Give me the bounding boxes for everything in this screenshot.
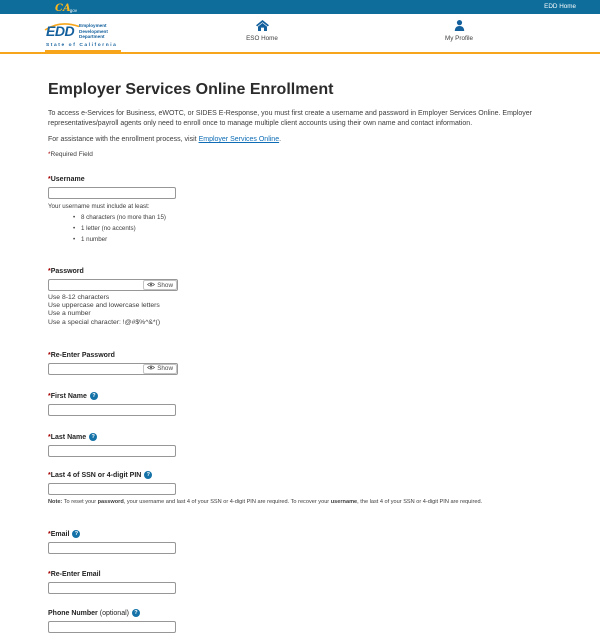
assistance-suffix: . xyxy=(279,136,282,143)
username-field xyxy=(48,175,555,243)
edd-logo[interactable] xyxy=(45,18,121,51)
username-label xyxy=(48,175,555,184)
assistance-prefix: For assistance with the enrollment process, visit xyxy=(48,136,199,143)
password-show-label: Show xyxy=(157,281,173,289)
site-header xyxy=(0,14,600,54)
ssn-pin-note xyxy=(48,499,555,506)
first-name-field xyxy=(48,392,555,416)
username-rules-intro: Your username must include at least: xyxy=(48,203,150,210)
reenter-password-input-group xyxy=(48,363,178,375)
required-field-note xyxy=(48,151,555,158)
reenter-password-field xyxy=(48,351,555,375)
phone-label xyxy=(48,609,555,618)
edd-logo-acronym: EDD xyxy=(46,23,75,39)
ssn-pin-input[interactable] xyxy=(48,483,176,495)
password-rule: Use a special character: !@#$%^&*() xyxy=(48,318,161,326)
edd-home-link[interactable]: EDD Home xyxy=(544,3,576,10)
nav-my-profile[interactable] xyxy=(424,20,494,42)
ssn-pin-label xyxy=(48,471,555,480)
reenter-password-label xyxy=(48,351,555,360)
reenter-password-show-button[interactable] xyxy=(143,364,177,374)
note-label: Note: xyxy=(48,498,63,505)
last-name-input[interactable] xyxy=(48,445,176,457)
assistance-text xyxy=(48,136,555,143)
last-name-label-text: Last Name xyxy=(50,433,87,441)
password-rule: Use a number xyxy=(48,310,91,318)
ssn-pin-label-text: Last 4 of SSN or 4-digit PIN xyxy=(50,471,142,479)
note-bold-username: username xyxy=(330,498,358,505)
phone-help-icon[interactable]: ? xyxy=(132,609,140,617)
phone-field xyxy=(48,609,555,633)
intro-text: To access e-Services for Business, eWOTC, or SIDES E-Response, you must first create a username and password in Employer Services Online. Employer representatives/payroll agents only need to enroll once to manage multiple client accounts using their own name and contact information. xyxy=(48,110,532,127)
password-rule: Use uppercase and lowercase letters xyxy=(48,302,160,310)
first-name-label xyxy=(48,392,555,401)
note-bold-password: password xyxy=(97,498,124,505)
username-input[interactable] xyxy=(48,187,176,199)
edd-logo-dept-line3: Department xyxy=(79,34,105,40)
required-marker: * xyxy=(48,351,51,359)
required-marker: * xyxy=(48,176,51,183)
reenter-email-input[interactable] xyxy=(48,582,176,594)
nav-eso-home-label: ESO Home xyxy=(246,35,278,42)
phone-input[interactable] xyxy=(48,621,176,633)
phone-optional-text: (optional) xyxy=(99,609,129,617)
username-rule: • 1 number xyxy=(73,236,555,243)
email-input[interactable] xyxy=(48,542,176,554)
reenter-email-label xyxy=(48,570,555,579)
nav-eso-home[interactable] xyxy=(227,20,297,42)
email-label xyxy=(48,530,555,539)
required-marker: * xyxy=(48,570,51,578)
email-field xyxy=(48,530,555,554)
username-rule: • 1 letter (no accents) xyxy=(73,225,555,232)
ca-gov-logo-ca: CA xyxy=(55,3,71,14)
password-show-button[interactable] xyxy=(143,280,177,290)
password-rules xyxy=(48,294,555,327)
reenter-email-label-text: Re-Enter Email xyxy=(50,570,101,578)
edd-logo-state: State of California xyxy=(46,43,118,48)
utility-topbar xyxy=(0,0,600,14)
last-name-label xyxy=(48,433,555,442)
required-marker: * xyxy=(48,268,51,275)
password-label xyxy=(48,267,555,276)
note-text: , the last 4 of your SSN or 4-digit PIN are required. xyxy=(357,498,483,505)
password-rule: Use 8-12 characters xyxy=(48,294,110,301)
nav-my-profile-label: My Profile xyxy=(445,35,473,42)
edd-logo-dept xyxy=(79,23,108,40)
required-marker: * xyxy=(48,151,51,158)
ssn-pin-field xyxy=(48,471,555,506)
required-field-text: Required Field xyxy=(50,151,93,158)
username-label-text: Username xyxy=(50,176,85,183)
ssn-pin-help-icon[interactable]: ? xyxy=(144,471,152,479)
note-text: , your username and last 4 of your SSN or 4-digit PIN are required. To recover your xyxy=(123,498,331,505)
username-rules-list xyxy=(73,214,555,243)
ca-gov-logo[interactable] xyxy=(55,0,77,14)
last-name-field xyxy=(48,433,555,457)
first-name-label-text: First Name xyxy=(50,392,87,400)
first-name-help-icon[interactable]: ? xyxy=(90,392,98,400)
edd-logo-dept-line1: Employment xyxy=(79,23,107,28)
home-icon xyxy=(227,20,297,31)
email-help-icon[interactable]: ? xyxy=(72,530,80,538)
page-title: Employer Services Online Enrollment xyxy=(48,81,334,98)
employer-services-online-link[interactable]: Employer Services Online xyxy=(198,136,280,143)
person-icon xyxy=(424,20,494,31)
reenter-email-field xyxy=(48,570,555,594)
phone-label-text: Phone Number xyxy=(48,609,98,617)
required-marker: * xyxy=(48,433,51,441)
edd-logo-underline xyxy=(45,50,121,52)
eye-icon xyxy=(147,365,155,372)
password-input-group xyxy=(48,279,178,291)
required-marker: * xyxy=(48,392,51,400)
last-name-help-icon[interactable]: ? xyxy=(89,433,97,441)
username-rule: • 8 characters (no more than 15) xyxy=(73,214,555,221)
password-label-text: Password xyxy=(50,268,84,275)
reenter-password-label-text: Re-Enter Password xyxy=(50,351,115,359)
first-name-input[interactable] xyxy=(48,404,176,416)
password-field xyxy=(48,267,555,327)
enrollment-form xyxy=(0,54,600,633)
eye-icon xyxy=(147,282,155,289)
reenter-password-show-label: Show xyxy=(157,365,173,373)
email-label-text: Email xyxy=(50,530,70,538)
edd-logo-dept-line2: Development xyxy=(79,28,108,34)
note-text: To reset your xyxy=(62,498,98,505)
required-marker: * xyxy=(48,471,51,479)
ca-gov-logo-gov: gov xyxy=(69,8,77,13)
required-marker: * xyxy=(48,530,51,538)
